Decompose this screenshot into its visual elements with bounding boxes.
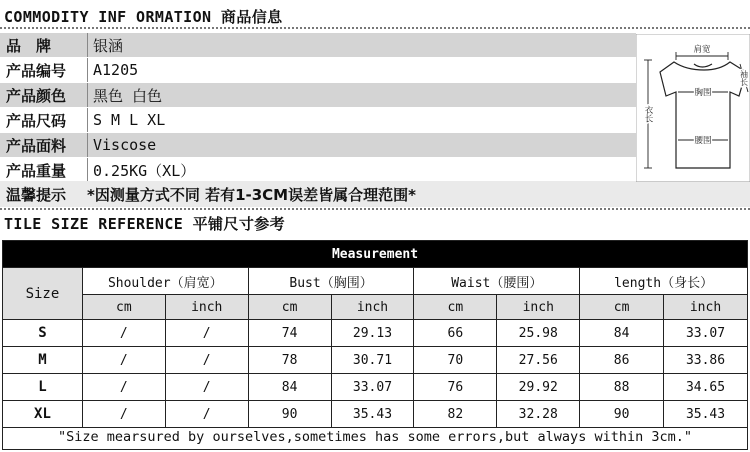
measurement-cell: / [82,320,165,347]
notice-label: 温馨提示 [6,185,67,204]
group-header-waist: Waist（腰围） [414,268,580,295]
measurement-cell: 82 [414,401,497,428]
info-value: 银涵 [93,36,124,55]
info-label: 产品编号 [6,61,67,80]
measurement-footnote: "Size mearsured by ourselves,sometimes has some errors,but always within 3cm." [2,424,748,450]
info-label: 产品颜色 [6,86,67,105]
measurement-cell: 84 [248,374,331,401]
measurement-cell: 29.13 [331,320,414,347]
info-value: 0.25KG（XL） [93,161,196,180]
unit-header-inch: inch [165,295,248,320]
waist-label: 腰围 [694,136,712,146]
length-label: 衣长 [643,105,653,123]
info-row-weight [0,158,636,182]
info-value: A1205 [93,61,139,79]
size-column-header: Size [3,268,83,320]
info-label: 产品面料 [6,136,67,155]
tshirt-outline [660,62,746,168]
measurement-cell: 90 [580,401,664,428]
size-reference-heading-en: TILE SIZE REFERENCE [4,215,184,233]
info-row-product-code [0,58,636,82]
measurement-cell: 78 [248,347,331,374]
measurement-cell: 33.07 [331,374,414,401]
measurement-cell: 76 [414,374,497,401]
measurement-cell: / [165,401,248,428]
size-cell: M [3,347,83,374]
size-cell: S [3,320,83,347]
measurement-cell: 35.43 [331,401,414,428]
measurement-cell: 27.56 [497,347,580,374]
size-reference-heading [4,213,285,234]
unit-header-cm: cm [580,295,664,320]
group-header-bust: Bust（胸围） [248,268,414,295]
info-value: 黑色 白色 [93,86,163,105]
unit-header-inch: inch [664,295,748,320]
measurement-cell: / [165,374,248,401]
info-row-fabric [0,133,636,157]
info-value: S M L XL [93,111,166,129]
info-row-color [0,83,636,107]
commodity-info-heading [4,6,283,27]
notice-text: *因测量方式不同 若有1-3CM误差皆属合理范围* [87,185,416,204]
garment-measure-diagram [636,34,750,182]
table-row [3,320,748,347]
measurement-cell: / [165,320,248,347]
measurement-cell: 30.71 [331,347,414,374]
info-label: 产品重量 [6,161,67,180]
unit-header-inch: inch [497,295,580,320]
measurement-cell: 86 [580,347,664,374]
measurement-cell: 90 [248,401,331,428]
measurement-cell: 74 [248,320,331,347]
table-title: Measurement [3,241,748,268]
measurement-cell: 25.98 [497,320,580,347]
measurement-cell: 33.07 [664,320,748,347]
divider [0,27,750,29]
shoulder-label: 肩宽 [693,45,711,55]
measurement-cell: / [82,374,165,401]
measurement-table [2,240,748,428]
unit-header-cm: cm [414,295,497,320]
chest-label: 胸围 [694,88,712,98]
measurement-cell: 70 [414,347,497,374]
info-label: 产品尺码 [6,111,67,130]
measurement-cell: / [82,401,165,428]
group-header-shoulder: Shoulder（肩宽） [82,268,248,295]
unit-header-inch: inch [331,295,414,320]
info-label: 品 牌 [6,36,52,55]
measurement-cell: 33.86 [664,347,748,374]
table-row [3,374,748,401]
measurement-cell: 35.43 [664,401,748,428]
measurement-cell: 84 [580,320,664,347]
info-row-size [0,108,636,132]
size-reference-heading-cn: 平铺尺寸参考 [192,215,286,233]
size-cell: XL [3,401,83,428]
group-header-length: length（身长） [580,268,748,295]
measurement-cell: 29.92 [497,374,580,401]
table-row [3,347,748,374]
divider [0,208,750,210]
unit-header-cm: cm [82,295,165,320]
info-value: Viscose [93,136,157,154]
commodity-info-heading-cn: 商品信息 [220,8,283,26]
info-row-brand [0,33,636,57]
measurement-cell: / [165,347,248,374]
measurement-cell: 34.65 [664,374,748,401]
size-cell: L [3,374,83,401]
tshirt-neckline [694,64,712,67]
sleeve-label: 袖长 [739,70,749,86]
measurement-cell: 66 [414,320,497,347]
measurement-cell: 32.28 [497,401,580,428]
commodity-info-heading-en: COMMODITY INF ORMATION [4,8,212,26]
unit-header-cm: cm [248,295,331,320]
notice-row [0,181,750,207]
measurement-cell: 88 [580,374,664,401]
measurement-cell: / [82,347,165,374]
